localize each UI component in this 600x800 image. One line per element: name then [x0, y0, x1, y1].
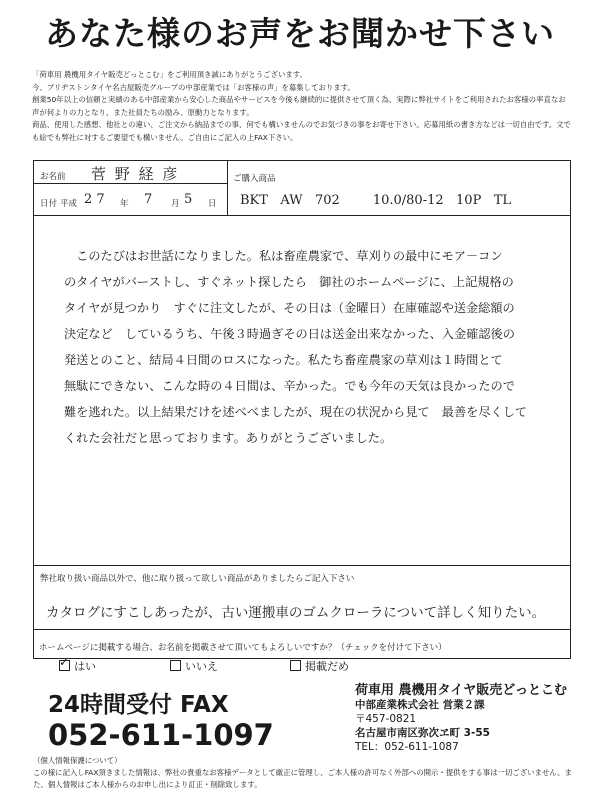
option-no-label: いいえ [185, 660, 218, 673]
option-yes[interactable] [59, 655, 96, 674]
option-no-publish[interactable] [290, 658, 349, 674]
fax-title: 24時間受付 FAX [48, 692, 229, 718]
checkbox-no[interactable] [170, 660, 181, 671]
checkbox-yes[interactable] [59, 655, 70, 671]
company-tel: TEL：052-611-1087 [355, 741, 459, 753]
request-value[interactable]: カタログにすこしあったが、古い運搬車のゴムクローラについて詳しく知りたい。 [46, 605, 546, 621]
checkbox-no-publish[interactable] [290, 660, 301, 671]
feedback-form [33, 160, 571, 659]
product-label: ご購入商品 [233, 174, 276, 184]
publish-question: ホームページに掲載する場合、お名前を掲載させて頂いてもよろしいですか？（チェックを付けて下さい） [39, 643, 447, 653]
option-yes-label: はい [74, 660, 96, 673]
name-value[interactable]: 菅 野 経 彦 [91, 165, 180, 183]
option-no-publish-label: 掲載だめ [305, 660, 349, 673]
page-title: あなた様のお声をお聞かせ下さい [45, 14, 555, 53]
product-value[interactable]: BKT AW 702 10.0/80-12 10P TL [240, 193, 512, 208]
name-label: お名前 [40, 172, 66, 182]
date-label: 日付 [40, 199, 58, 209]
intro-text: 「荷車用 農機用タイヤ販売どっとこむ」をご利用頂き誠にありがとうございます。 今、ブリヂストンタイヤ名古屋販売グループの中部産業では「お客様の声」を募集しております。 創業50年以上の信頼と実績のある中部産業から安心した商品やサービスを今後も継続的に提供させて頂く為、実際に弊社サイトをご利用されたお客様の率直なお声が何よりの力となり、また社員たちの励み、原動力となります。 商品、使用した感想、他社との違い、ご注文から納品までの事、何でも構いませんのでお気づきの事をお寄せ下さい。応募用紙の書き方などは一切自由です。文でも絵でも弊社に対するご要望でも構いません。ご自由にご記入の上FAX下さい。 [32, 70, 571, 142]
date-day-value[interactable]: 5 [184, 192, 193, 207]
option-no[interactable] [170, 658, 218, 674]
privacy-notice: （個人情報保護について） この様に記入しFAX頂きました情報は、弊社の貴重なお客様データとして厳正に管理し、ご本人様の許可なく外部への開示・提供をする事は一切ございません。また、個人情報はご本人様からのお申し出により訂正・削除致します。 [33, 756, 572, 789]
date-month-unit: 月 [171, 199, 180, 209]
date-year-unit: 年 [120, 199, 129, 209]
company-shop-name: 荷車用 農機用タイヤ販売どっとこむ [355, 683, 568, 698]
company-name: 中部産業株式会社 営業２課 [355, 699, 485, 711]
company-postal: 〒457-0821 [355, 713, 417, 725]
fax-number: 052-611-1097 [48, 718, 274, 752]
date-era: 平成 [60, 199, 78, 209]
date-year-value[interactable]: 2 7 [84, 192, 105, 207]
date-day-unit: 日 [208, 199, 217, 209]
date-month-value[interactable]: 7 [144, 192, 153, 207]
request-label: 弊社取り扱い商品以外で、他に取り扱って欲しい商品がありましたらご記入下さい [40, 574, 355, 584]
company-address: 名古屋市南区弥次ヱ町 3-55 [355, 727, 490, 739]
check-mark-icon: ✓ [59, 655, 70, 669]
comment-text[interactable]: このたびはお世話になりました。私は畜産農家で、草刈りの最中にモア－コン のタイヤがバーストし、すぐネット探したら 御社のホームページに、上記規格の タイヤが見つかり すぐに注文したが、その日は（金曜日）在庫確認や送金総額の 決定など しているうち、午後３時過ぎその日は送金出来なかった、入金確認後の 発送とのこと、結局４日間のロスになった。私たち畜産農家の草刈は１時間とて 無駄にできない、こんな時の４日間は、辛かった。でも今年の天気は良かったので 難を逃れた。以上結果だけを述べべましたが、現在の状況から見て 最善を尽くして くれた会社だと思っております。ありがとうございました。 [64, 249, 528, 445]
company-info [355, 684, 567, 754]
